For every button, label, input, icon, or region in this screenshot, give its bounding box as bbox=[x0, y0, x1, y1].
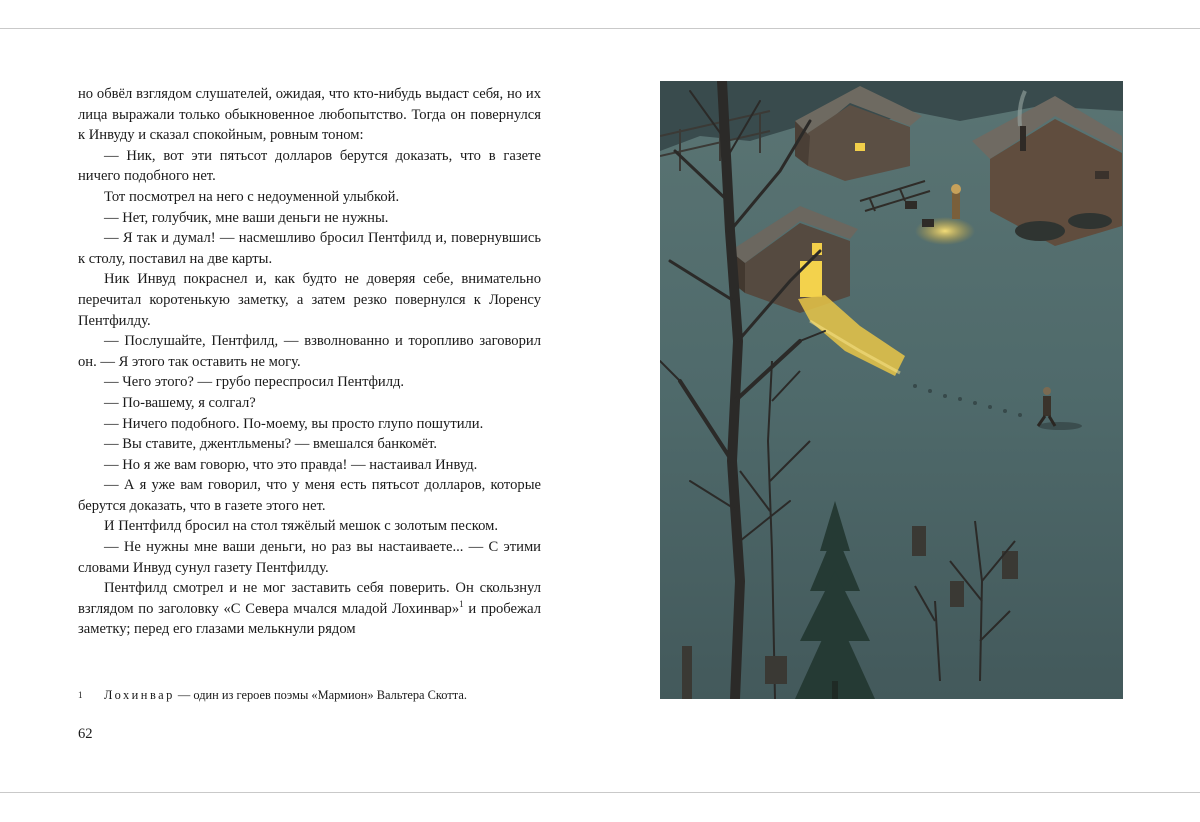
footnote bbox=[78, 687, 541, 704]
illustration bbox=[660, 81, 1123, 699]
paragraph: — Не нужны мне ваши деньги, но раз вы настаиваете... — С этими словами Инвуд сунул газету Пентфилду. bbox=[78, 539, 541, 576]
paragraph: — Чего этого? — грубо переспросил Пентфилд. bbox=[104, 374, 405, 391]
paragraph: — Ник, вот эти пятьсот долларов берутся доказать, что в газете ничего подобного нет. bbox=[78, 147, 541, 185]
paragraph: — Нет, голубчик, мне ваши деньги не нужны. bbox=[104, 209, 389, 226]
paragraph: Ник Инвуд покраснел и, как будто не доверяя себе, внимательно перечитал коротенькую заметку, а затем резко повернулся к Лоренсу Пентфилду. bbox=[78, 271, 541, 329]
paragraph-text: и пробежал заметку; перед его глазами мелькнули рядом bbox=[78, 600, 541, 638]
paragraph: — По-вашему, я солгал? bbox=[104, 394, 256, 411]
paragraph: — Но я же вам говорю, что это правда! — настаивал Инвуд. bbox=[104, 456, 478, 473]
paragraph: Тот посмотрел на него с недоуменной улыбкой. bbox=[104, 188, 400, 205]
paragraph: — А я уже вам говорил, что у меня есть пятьсот долларов, которые берутся доказать, что в газете этого нет. bbox=[78, 477, 541, 514]
paragraph: И Пентфилд бросил на стол тяжёлый мешок с золотым песком. bbox=[104, 518, 498, 535]
paragraph: — Послушайте, Пентфилд, — взволнованно и торопливо заговорил он. — Я этого так оставить не могу. bbox=[78, 333, 541, 370]
winter-village-night-painting-icon bbox=[660, 81, 1123, 699]
paragraph: — Ничего подобного. По-моему, вы просто глупо пошутили. bbox=[104, 415, 484, 432]
paragraph-text: Пентфилд смотрел и не мог заставить себя поверить. Он скользнул взглядом по заголовку «С Севера мчался младой Лохинвар» bbox=[78, 580, 541, 617]
paragraph: — Я так и думал! — насмешливо бросил Пентфилд и, повернувшись к столу, поставил на две карты. bbox=[78, 230, 541, 267]
footnote-number: 1 bbox=[78, 690, 83, 700]
footnote-text: — один из героев поэмы «Мармион» Вальтера Скотта. bbox=[174, 688, 467, 702]
paragraph: — Вы ставите, джентльмены? — вмешался банкомёт. bbox=[104, 436, 438, 453]
footnote-mark[interactable]: 1 bbox=[459, 598, 464, 609]
paragraph: но обвёл взглядом слушателей, ожидая, что кто-нибудь выдаст себя, но их лица выражали только обыкновенное любопытство. Тогда он повернулся к Инвуду и сказал спокойным, ровным тоном: bbox=[78, 86, 541, 144]
page-number: 62 bbox=[78, 726, 93, 742]
paragraph-last bbox=[78, 578, 541, 640]
footnote-term: Лохинвар bbox=[104, 688, 175, 702]
text-column bbox=[78, 84, 541, 640]
